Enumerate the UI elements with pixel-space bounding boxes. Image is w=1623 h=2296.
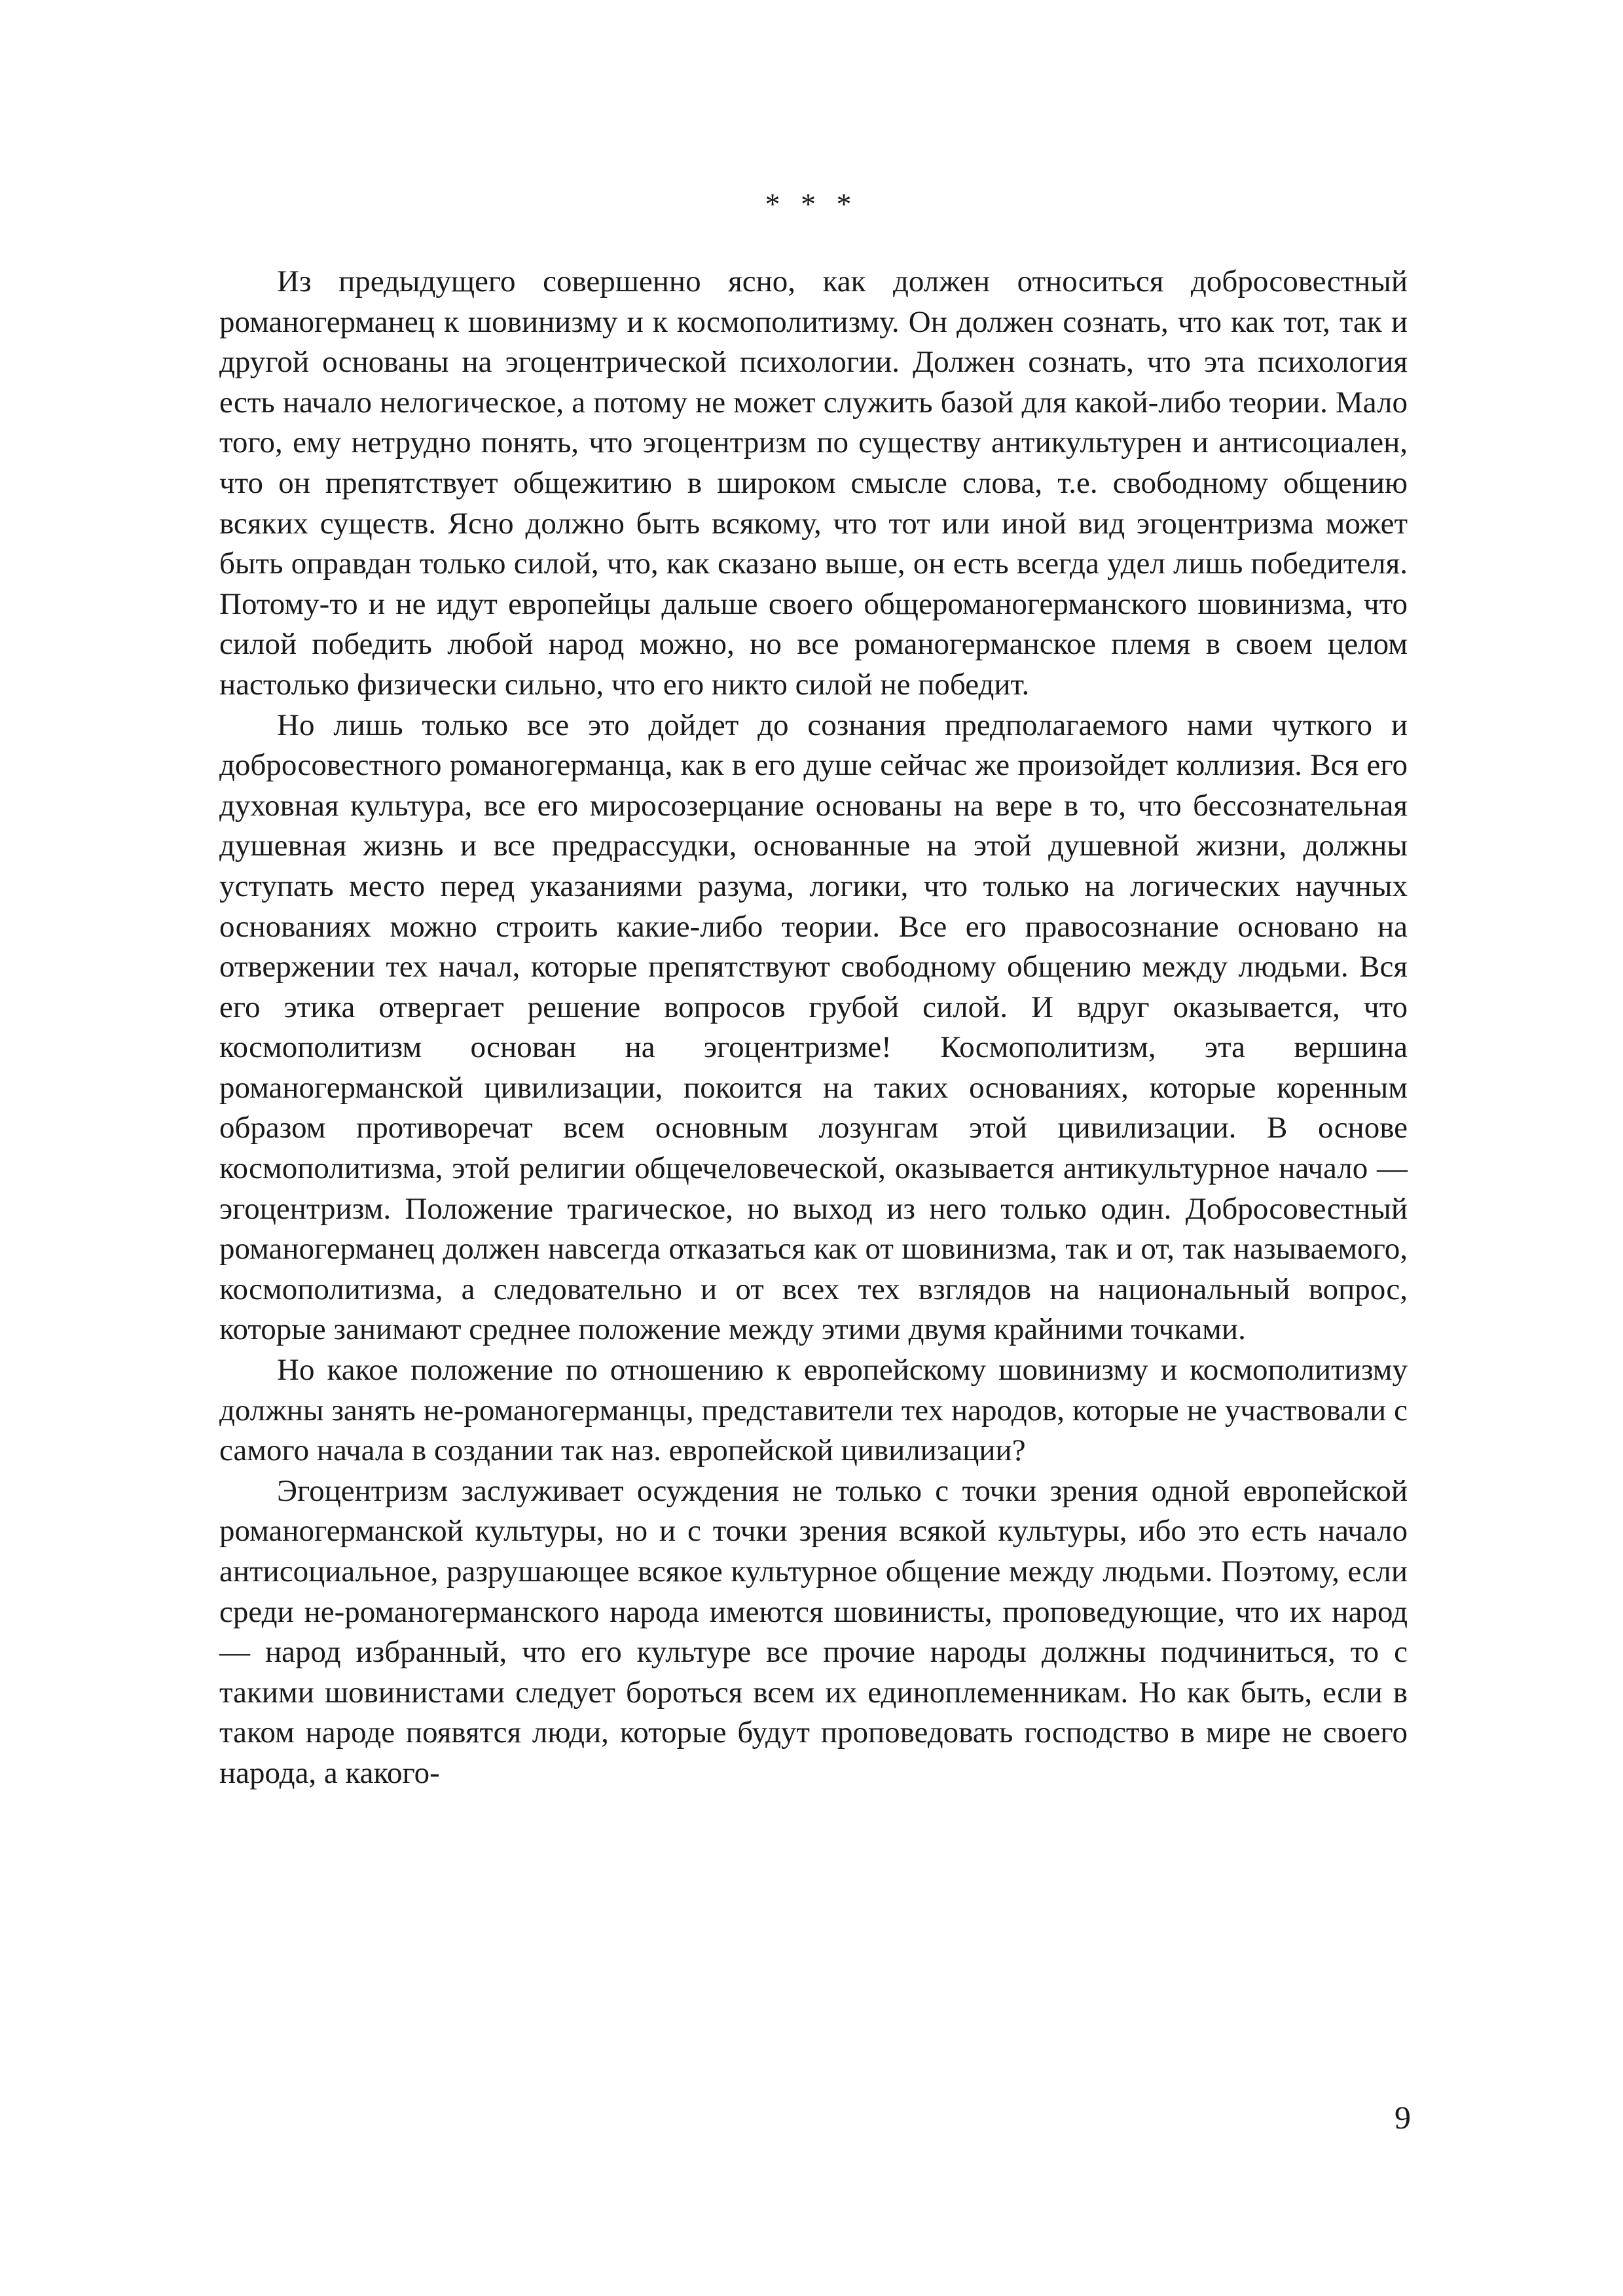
paragraph-1: Из предыдущего совершенно ясно, как должен относиться добросовестный романогерманец к шовинизму и к космополитизму. Он должен сознать, что как тот, так и другой основаны на эгоцентрической психологии. Должен сознать, что эта психология есть начало нелогическое, а потому не может служить базой для какой-либо теории. Мало того, ему нетрудно понять, что эгоцентризм по существу антикультурен и антисоциален, что он препятствует общежитию в широком смысле слова, т.е. свободному общению всяких существ. Ясно должно быть всякому, что тот или иной вид эгоцентризма может быть оправдан только силой, что, как сказано выше, он есть всегда удел лишь победителя. Потому-то и не идут европейцы дальше своего общероманогерманского шовинизма, что силой победить любой народ можно, но все романогерманское племя в своем целом настолько физически сильно, что его никто силой не победит. [219,264,1408,702]
section-separator: * * * [765,187,858,221]
paragraph-3: Но какое положение по отношению к европейскому шовинизму и космополитизму должны занять не-романогерманцы, представители тех народов, которые не участвовали с самого начала в создании так наз. европейской цивилизации? [219,1353,1408,1468]
main-text [219,262,1408,1794]
paragraph-2: Но лишь только все это дойдет до сознания предполагаемого нами чуткого и добросовестного романогерманца, как в его душе сейчас же произойдет коллизия. Вся его духовная культура, все его миросозерцание основаны на вере в то, что бессознательная душевная жизнь и все предрассудки, основанные на этой душевной жизни, должны уступать место перед указаниями разума, логики, что только на логических научных основаниях можно строить какие-либо теории. Все его правосознание основано на отвержении тех начал, которые препятствуют свободному общению между людьми. Вся его этика отвергает решение вопросов грубой силой. И вдруг оказывается, что космополитизм основан на эгоцентризме! Космополитизм, эта вершина романогерманской цивилизации, покоится на таких основаниях, которые коренным образом противоречат всем основным лозунгам этой цивилизации. В основе космополитизма, этой религии общечеловеческой, оказывается антикультурное начало — эгоцентризм. Положение трагическое, но выход из него только один. Добросовестный романогерманец должен навсегда отказаться как от шовинизма, так и от, так называемого, космополитизма, а следовательно и от всех тех взглядов на национальный вопрос, которые занимают среднее положение между этими двумя крайними точками. [219,708,1408,1347]
paragraph-4: Эгоцентризм заслуживает осуждения не только с точки зрения одной европейской романогерманской культуры, но и с точки зрения всякой культуры, ибо это есть начало антисоциальное, разрушающее всякое культурное общение между людьми. Поэтому, если среди не-романогерманского народа имеются шовинисты, проповедующие, что их народ — народ избранный, что его культуре все прочие народы должны подчиниться, то с такими шовинистами следует бороться всем их единоплеменникам. Но как быть, если в таком народе появятся люди, которые будут проповедовать господство в мире не своего народа, а какого- [219,1473,1408,1790]
page-number: 9 [1395,2099,1411,2136]
